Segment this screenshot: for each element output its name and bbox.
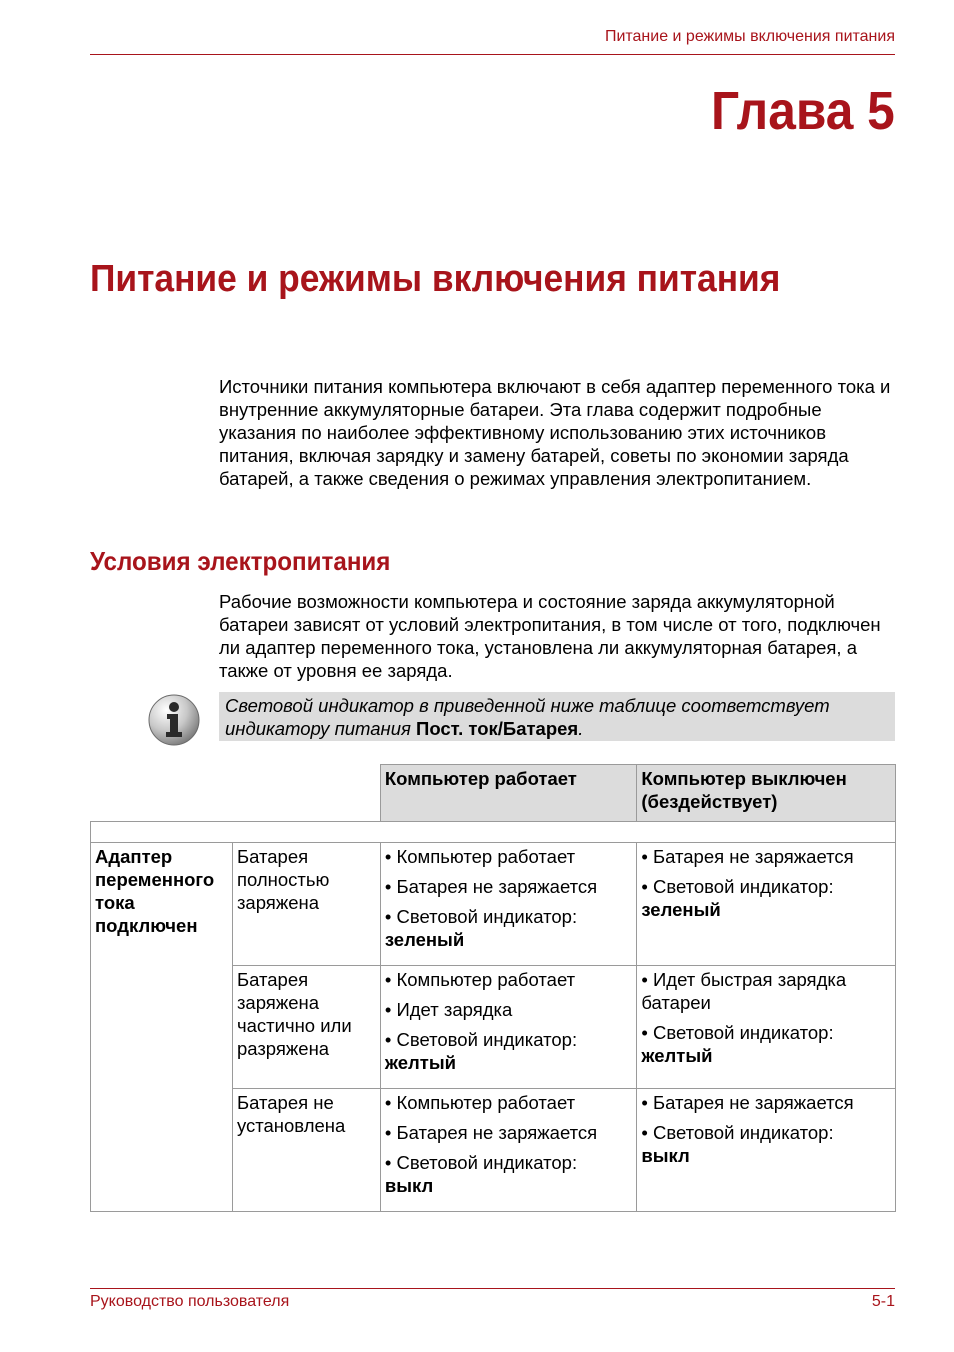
col-header-running: Компьютер работает: [380, 765, 637, 822]
footer-rule: [90, 1288, 895, 1289]
table-header-row: [91, 765, 896, 822]
off-cell: [637, 966, 896, 1089]
led-label: • Световой индикатор:: [641, 1122, 834, 1143]
led-label: • Световой индикатор:: [384, 1029, 578, 1050]
row-group-header: Адаптер переменного тока подключен: [91, 843, 233, 1212]
chapter-label: Глава 5: [711, 81, 895, 141]
section-paragraph: Рабочие возможности компьютера и состояние заряда аккумуляторной батареи зависят от условий электропитания, в том числе от того, подключен ли адаптер переменного тока, установлена ли аккумуляторная батарея, а также от уровня ее заряда.: [219, 591, 881, 681]
intro-paragraph: Источники питания компьютера включают в себя адаптер переменного тока и внутренние аккумуляторные батареи. Эта глава содержит подробные указания по наиболее эффективному использованию этих источников питания, включая зарядку и замену батарей, советы по экономии заряда батарей, а также сведения о режимах управления электропитанием.: [219, 376, 891, 489]
running-cell: [380, 966, 637, 1089]
list-item: • Батарея не заряжается: [641, 846, 854, 867]
battery-state: Батарея заряжена частично или разряжена: [232, 966, 380, 1089]
list-item: • Компьютер работает: [384, 1092, 576, 1113]
led-label: • Световой индикатор:: [384, 1152, 578, 1173]
info-icon: [148, 694, 200, 746]
list-item: • Идет быстрая зарядка батареи: [641, 969, 847, 1013]
battery-state: Батарея не установлена: [232, 1089, 380, 1212]
list-item: [385, 905, 633, 951]
list-item: • Батарея не заряжается: [641, 1092, 854, 1113]
list-item: • Идет зарядка: [384, 999, 513, 1020]
header-rule: [90, 54, 895, 55]
list-item: [385, 1028, 633, 1074]
led-label: • Световой индикатор:: [641, 876, 834, 897]
list-item: • Батарея не заряжается: [384, 876, 598, 897]
list-item: • Батарея не заряжается: [384, 1122, 598, 1143]
running-header: Питание и режимы включения питания: [604, 28, 895, 45]
list-item: • Компьютер работает: [384, 846, 576, 867]
led-value: зеленый: [641, 899, 721, 920]
footer-title: Руководство пользователя: [90, 1293, 290, 1310]
led-value: желтый: [641, 1045, 713, 1066]
note-indicator-name: Пост. ток/Батарея: [416, 718, 579, 739]
page-number: 5-1: [871, 1293, 895, 1310]
running-cell: [380, 843, 637, 966]
off-cell: [637, 1089, 896, 1212]
off-cell: [637, 843, 896, 966]
battery-state: Батарея полностью заряжена: [232, 843, 380, 966]
list-item: [641, 875, 891, 921]
list-item: [641, 1121, 891, 1167]
list-item: [641, 1021, 891, 1067]
list-item: • Компьютер работает: [384, 969, 576, 990]
note-text: Световой индикатор в приведенной ниже таблице соответствует индикатору питания: [225, 695, 830, 739]
led-value: зеленый: [384, 929, 465, 950]
note-box: [219, 692, 895, 741]
table-row: [91, 843, 896, 966]
col-header-off: Компьютер выключен (бездействует): [637, 765, 896, 822]
note-text-end: .: [578, 718, 584, 739]
list-item: [385, 1151, 633, 1197]
led-value: выкл: [641, 1145, 690, 1166]
table-corner: [91, 765, 381, 822]
led-label: • Световой индикатор:: [384, 906, 578, 927]
page-title: Питание и режимы включения питания: [90, 258, 781, 300]
led-value: выкл: [384, 1175, 434, 1196]
power-conditions-table: [90, 764, 896, 1212]
section-title: Условия электропитания: [90, 546, 391, 576]
led-value: желтый: [384, 1052, 456, 1073]
running-cell: [380, 1089, 637, 1212]
led-label: • Световой индикатор:: [641, 1022, 834, 1043]
